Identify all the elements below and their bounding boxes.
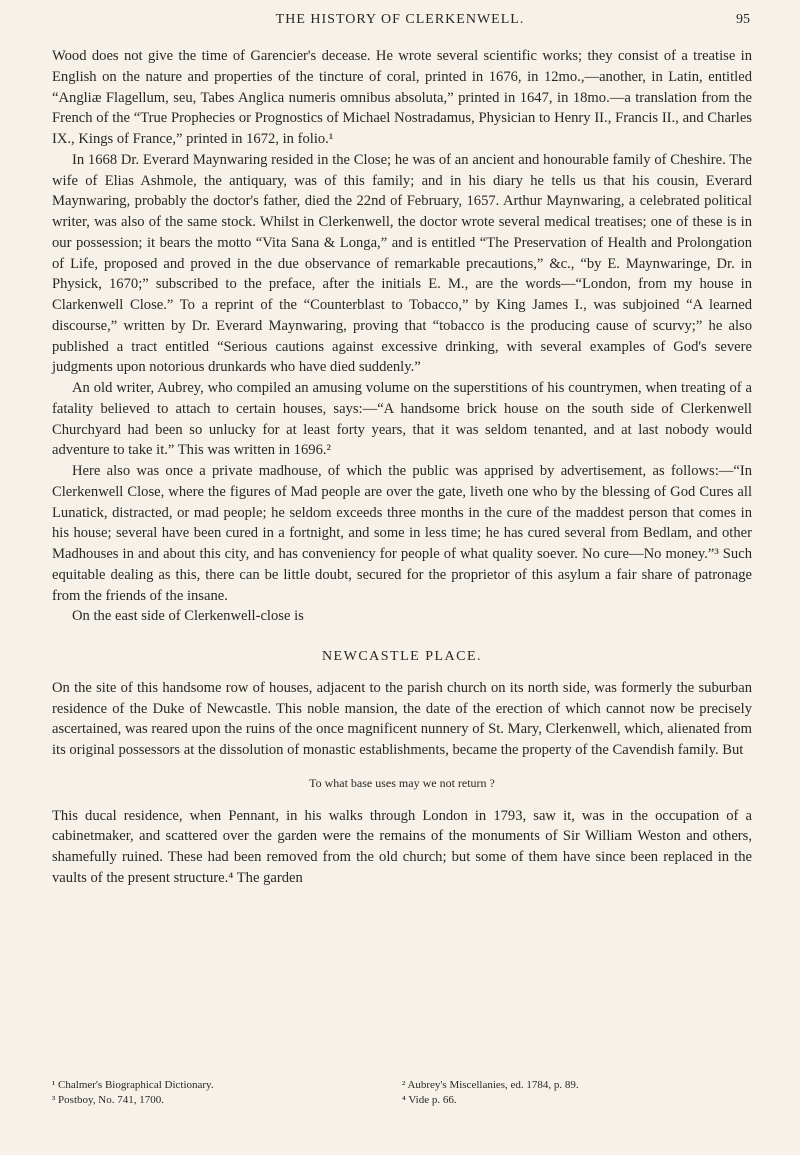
paragraph-garencier: Wood does not give the time of Garencier's decease. He wrote several scientific works; they consist of a treatise in English on the nature and properties of the tincture of coral, printed in 1676, in 12mo.,—another, in Latin, entitled “Angliæ Flagellum, seu, Tabes Anglica numeris omnibus absoluta,” printed in 1647, in 18mo.—a translation from the French of the “True Prophecies or Prognostics of Michael Nostradamus, Physician to Henry II., Francis II., and Charles IX., Kings of France,” printed in 1672, in folio.¹ [52, 48, 752, 147]
paragraph-ducal-residence: This ducal residence, when Pennant, in his walks through London in 1793, saw it, was in the occupation of a cabinetmaker, and scattered over the garden were the remains of the monuments of Sir William Weston and others, shamefully ruined. These had been removed from the old church; but some of them have since been replaced in the vaults of the present structure.⁴ The garden [52, 807, 752, 886]
paragraph-newcastle-site: On the site of this handsome row of houses, adjacent to the parish church on its north side, was formerly the suburban residence of the Duke of Newcastle. This noble mansion, the date of the erection of which cannot now be precisely ascertained, was reared upon the ruins of the once magnificent nunnery of St. Mary, Clerkenwell, which, alienated from its original possessors at the dissolution of monastic establishments, became the property of the Cavendish family. But [52, 679, 752, 758]
epigraph: To what base uses may we not return ? [309, 775, 495, 790]
footnotes [52, 1078, 752, 1108]
paragraph-aubrey: An old writer, Aubrey, who compiled an amusing volume on the superstitions of his countrymen, when treating of a fatality believed to attach to certain houses, says:—“A handsome brick house on the south side of Clerkenwell Churchyard had been so unlucky for at least forty years, that it was seldom tenanted, and at last nobody would adventure to take it.” This was written in 1696.² [52, 380, 752, 459]
paragraph-madhouse: Here also was once a private madhouse, of which the public was apprised by advertisement, as follows:—“In Clerkenwell Close, where the figures of Mad people are over the gate, liveth one who by the blessing of God Cures all Lunatick, distracted, or mad people; he seldom exceeds three months in the cure of the maddest person that comes in his house; several have been cured in a fortnight, and some in less time; he has cured several from Bedlam, and other Madhouses in and about this city, and has conveniency for people of what quality soever. No cure—No money.”³ Such equitable dealing as this, there can be little doubt, secured for the proprietor of this asylum a fair share of patronage from the friends of the insane. [52, 463, 752, 604]
running-head [0, 10, 800, 30]
page-number: 95 [736, 12, 750, 27]
footnote-2: ² Aubrey's Miscellanies, ed. 1784, p. 89. [402, 1079, 579, 1091]
footnote-3: ³ Postboy, No. 741, 1700. [52, 1094, 164, 1106]
footnote-row [52, 1078, 752, 1093]
footnote-4: ⁴ Vide p. 66. [402, 1094, 457, 1106]
paragraph-east-side: On the east side of Clerkenwell-close is [72, 608, 304, 625]
running-title: THE HISTORY OF CLERKENWELL. [275, 12, 525, 27]
paragraph-maynwaring: In 1668 Dr. Everard Maynwaring resided in the Close; he was of an ancient and honourable family of Cheshire. The wife of Elias Ashmole, the antiquary, was of this family; and in his diary he tells us that his cousin, Everard Maynwaring, probably the doctor's father, died the 22nd of February, 1657. Arthur Maynwaring, a celebrated political writer, was also of the same stock. Whilst in Clerkenwell, the doctor wrote several medical treatises; one of these is in our possession; it bears the motto “Vita Sana & Longa,” and is entitled “The Preservation of Health and Prolongation of Life, proposed and proved in the due observance of remarkable precautions,” &c., “by E. Maynwaringe, Dr. in Physick, 1670;” subscribed to the preface, after the initials E. M., are the words—“London, from my house in Clarkenwell Close.” To a reprint of the “Counterblast to Tobacco,” by King James I., was subjoined “A learned discourse,” written by Dr. Everard Maynwaring, proving that “tobacco is the producing cause of scurvy;” he also published a tract entitled “Serious cautions against excessive drinking, with several examples of God's severe judgments upon notorious drunkards who have died suddenly.” [52, 151, 752, 376]
footnote-row [52, 1093, 752, 1108]
body-text [52, 46, 752, 889]
footnote-1: ¹ Chalmer's Biographical Dictionary. [52, 1079, 214, 1091]
section-heading: NEWCASTLE PLACE. [321, 649, 483, 664]
